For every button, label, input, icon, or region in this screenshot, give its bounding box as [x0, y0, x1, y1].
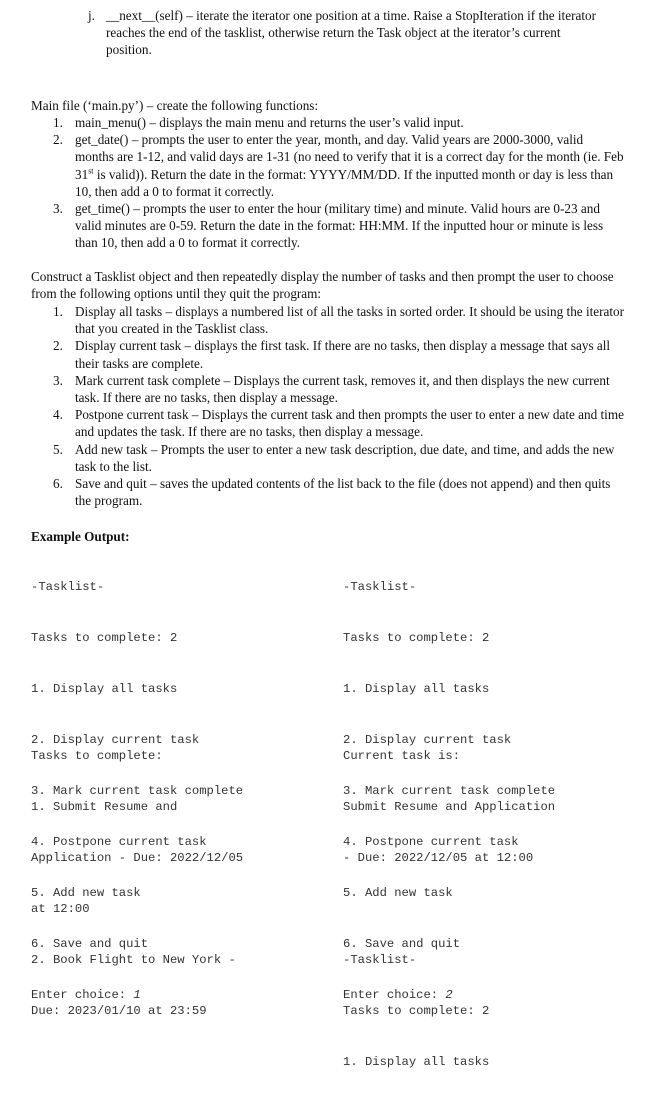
item-marker: j.	[88, 8, 95, 23]
console-line: Application - Due: 2022/12/05	[31, 851, 244, 865]
console-line: 5. Add new task	[31, 886, 141, 900]
console-line: 1. Display all tasks	[343, 1055, 490, 1069]
list-text: get_time() – prompts the user to enter the hour (military time) and minute. Valid hours are 0-23 and valid minutes are 0-59. Return the date in the format: HH:MM. If the inputted hour or minute is less than 10, then add a 0 to format it correctly.	[75, 201, 604, 251]
console-line: Due: 2023/01/10 at 23:59	[31, 1004, 207, 1018]
console-prompt: Enter choice:	[343, 988, 446, 1002]
list-item	[53, 337, 625, 371]
list-item	[53, 200, 625, 252]
console-line: -Tasklist-	[343, 580, 417, 594]
list-number: 1.	[53, 115, 63, 130]
console-line: 1. Display all tasks	[31, 682, 178, 696]
iterator-next-item	[88, 7, 608, 59]
console-line: -Tasklist-	[31, 580, 105, 594]
console-line: 6. Save and quit	[343, 937, 461, 951]
console-line: 3. Mark current task complete	[343, 784, 556, 798]
list-text: Postpone current task – Displays the current task and then prompts the user to enter a new date and time and updates the task. If there are no tasks, then display a message.	[75, 407, 624, 440]
console-line: 5. Add new task	[343, 886, 453, 900]
list-item	[53, 406, 625, 440]
superscript: st	[88, 166, 94, 176]
console-prompt: Enter choice:	[31, 988, 134, 1002]
list-item	[53, 114, 625, 131]
console-line: 4. Postpone current task	[343, 835, 519, 849]
console-line: Tasks to complete:	[31, 749, 163, 763]
console-line: 3. Mark current task complete	[31, 784, 244, 798]
main-file-intro: Main file (‘main.py’) – create the following functions:	[31, 98, 319, 113]
list-number: 1.	[53, 304, 63, 319]
console-line: 6. Save and quit	[31, 937, 149, 951]
list-number: 4.	[53, 407, 63, 423]
list-text: Add new task – Prompts the user to enter a new task description, due date, and time, and adds the new task to the list.	[75, 441, 615, 474]
list-text: main_menu() – displays the main menu and returns the user’s valid input.	[75, 115, 464, 130]
console-line: - Due: 2022/12/05 at 12:00	[343, 851, 534, 865]
console-left-bottom	[31, 714, 243, 1054]
list-number: 5.	[53, 441, 63, 457]
console-line: 4. Postpone current task	[31, 835, 207, 849]
console-line	[343, 901, 555, 918]
console-line: at 12:00	[31, 902, 90, 916]
console-line: 1. Submit Resume and	[31, 800, 178, 814]
list-text: Display all tasks – displays a numbered list of all the tasks in sorted order. It should be using the iterator that you created in the Tasklist class.	[75, 304, 625, 337]
console-line: -Tasklist-	[343, 953, 417, 967]
list-item	[53, 303, 625, 337]
console-line: 2. Display current task	[343, 733, 512, 747]
list-number: 3.	[53, 372, 63, 388]
list-item	[53, 475, 625, 509]
list-number: 2.	[53, 338, 63, 354]
list-number: 3.	[53, 201, 63, 217]
list-text: get_date() – prompts the user to enter the year, month, and day. Valid years are 2000-3000, valid months are 1-12, and valid days are 1-31 (no need to verify that it is a correct day for the month (ie. Feb 31	[75, 132, 624, 182]
item-text: __next__(self) – iterate the iterator one position at a time. Raise a StopIteration if the iterator reaches the end of the tasklist, otherwise return the Task object at the iterator’s current position.	[106, 8, 596, 58]
console-user-input: 1	[133, 988, 141, 1002]
console-line: Tasks to complete: 2	[343, 631, 490, 645]
menu-options-list	[53, 303, 625, 509]
console-right-bottom	[343, 714, 555, 1105]
list-number: 6.	[53, 476, 63, 492]
list-text: Save and quit – saves the updated contents of the list back to the file (does not append) and then quits the program.	[75, 476, 611, 509]
list-item	[53, 441, 625, 475]
list-text: Display current task – displays the first task. If there are no tasks, then display a message that says all their tasks are complete.	[75, 338, 611, 371]
console-line: Tasks to complete: 2	[343, 1004, 490, 1018]
console-line: 2. Display current task	[31, 733, 200, 747]
list-item	[53, 372, 625, 406]
console-user-input: 2	[445, 988, 453, 1002]
example-output-heading: Example Output:	[31, 529, 130, 544]
console-line: Submit Resume and Application	[343, 800, 556, 814]
console-line: 2. Book Flight to New York -	[31, 953, 236, 967]
list-item	[53, 131, 625, 200]
list-text-continued: is valid)). Return the date in the format: YYYY/MM/DD. If the inputted month or day is less than 10, then add a 0 to format it correctly.	[75, 166, 614, 199]
console-line: Tasks to complete: 2	[31, 631, 178, 645]
list-text: Mark current task complete – Displays the current task, removes it, and then displays the new current task. If there are no tasks, then display a message.	[75, 372, 610, 406]
list-number: 2.	[53, 132, 63, 148]
construct-intro: Construct a Tasklist object and then repeatedly display the number of tasks and then prompt the user to choose from the following options until they quit the program:	[31, 269, 614, 302]
console-line: 1. Display all tasks	[343, 682, 490, 696]
console-line: Current task is:	[343, 749, 461, 763]
main-file-function-list	[53, 114, 625, 252]
